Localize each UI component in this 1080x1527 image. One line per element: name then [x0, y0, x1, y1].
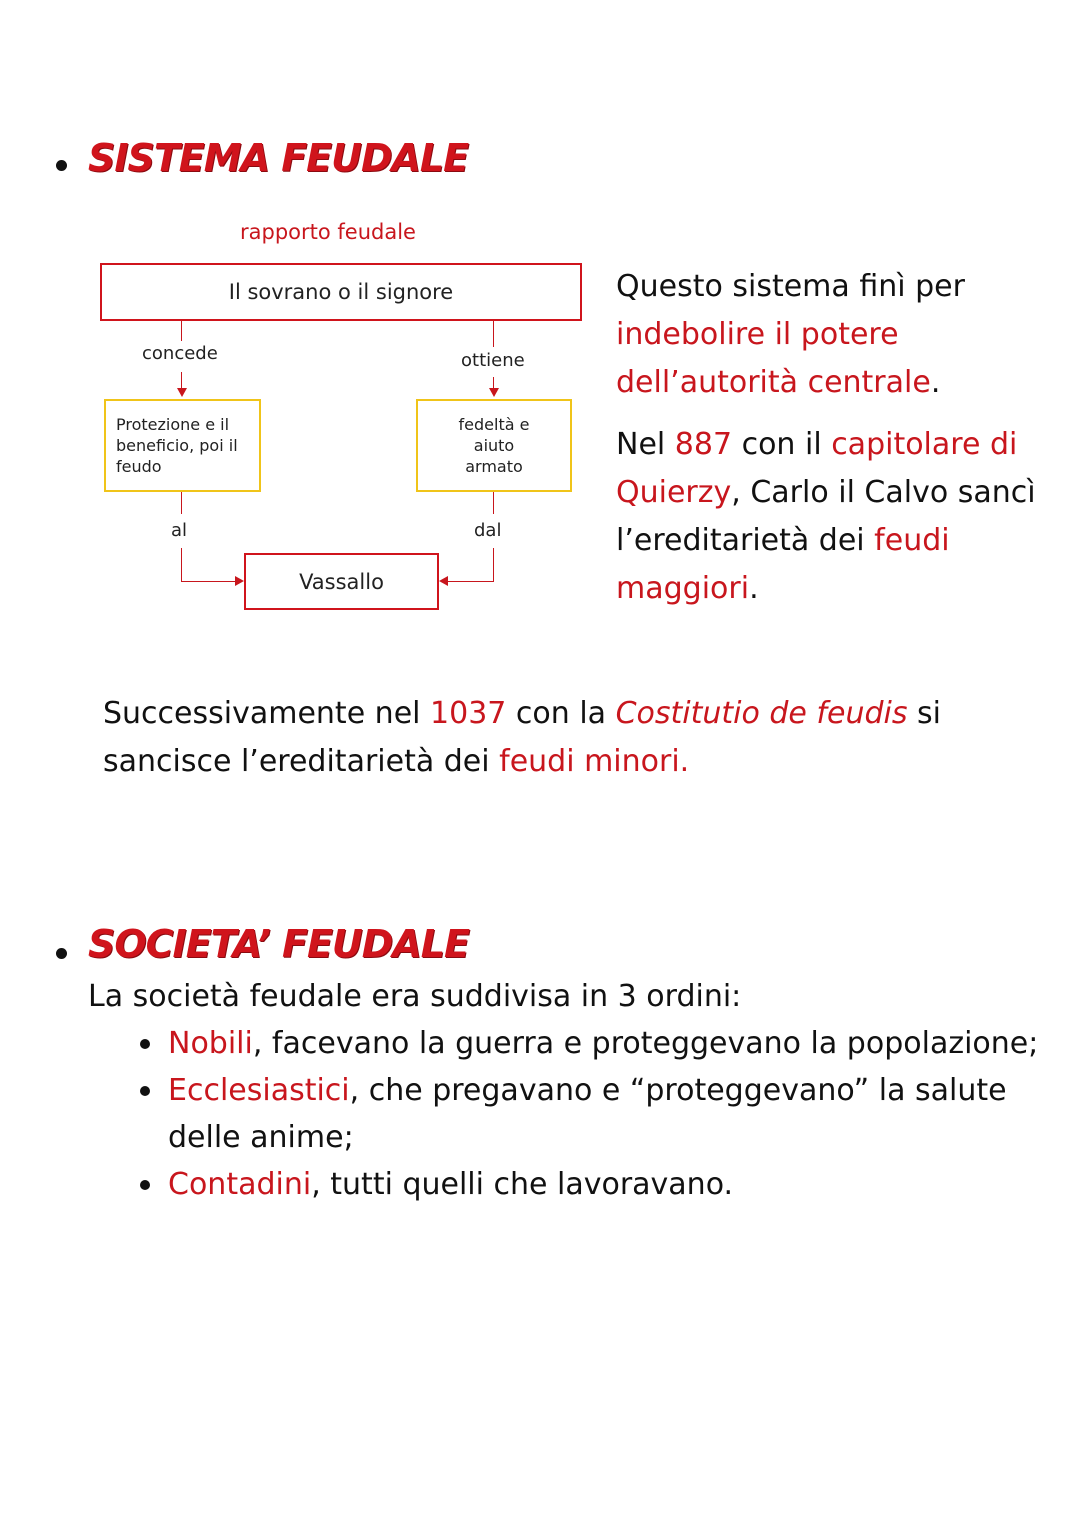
ottiene-label: ottiene: [461, 350, 525, 371]
highlight-text: capitolare di Quierzy: [616, 427, 1018, 510]
section-heading-sistema-feudale: SISTEMA FEUDALE: [88, 136, 469, 180]
benefit-box-label: Protezione e il beneficio, poi il feudo: [116, 415, 238, 476]
connector-line: [181, 581, 235, 582]
loyalty-box: [416, 399, 572, 492]
text-fragment: , Carlo il Calvo sancì l’ereditarietà dei: [616, 475, 1036, 558]
text-fragment: Nel: [616, 427, 675, 462]
connector-line: [181, 492, 182, 514]
society-intro: La società feudale era suddivisa in 3 ordini:: [88, 979, 742, 1014]
order-term: Nobili: [168, 1026, 253, 1061]
text-fragment: Questo sistema finì per: [616, 269, 965, 304]
loyalty-box-label: fedeltà e aiuto armato: [458, 415, 530, 476]
side-paragraph-2: [616, 421, 1061, 613]
connector-line: [448, 581, 494, 582]
connector-line: [493, 548, 494, 581]
text-fragment: .: [930, 365, 941, 400]
bullet-icon: [140, 1039, 150, 1049]
highlight-text: indebolire il potere dell’autorità centrale: [616, 317, 931, 400]
highlight-text: Costitutio de feudis: [615, 696, 908, 731]
highlight-text: 1037: [430, 696, 507, 731]
highlight-text: feudi minori.: [499, 744, 690, 779]
text-fragment: Successivamente nel: [103, 696, 431, 731]
text-fragment: si sancisce l’ereditarietà dei: [103, 696, 941, 779]
arrow-left-icon: [439, 576, 448, 586]
arrow-down-icon: [489, 388, 499, 397]
concede-label: concede: [142, 343, 218, 364]
text-fragment: con il: [732, 427, 832, 462]
order-description: , tutti quelli che lavoravano.: [311, 1167, 734, 1202]
bullet-icon: [140, 1086, 150, 1096]
list-item: [130, 1067, 1060, 1161]
connector-line: [181, 548, 182, 581]
dal-label: dal: [474, 520, 502, 541]
text-fragment: con la: [506, 696, 616, 731]
al-label: al: [171, 520, 188, 541]
heading-bullet: [56, 160, 67, 171]
highlight-text: feudi maggiori: [616, 523, 950, 606]
successive-paragraph: [103, 690, 1003, 786]
diagram-title: rapporto feudale: [240, 220, 416, 244]
connector-line: [181, 321, 182, 341]
order-term: Contadini: [168, 1167, 312, 1202]
arrow-right-icon: [235, 576, 244, 586]
order-description: , facevano la guerra e proteggevano la popolazione;: [252, 1026, 1039, 1061]
order-term: Ecclesiastici: [168, 1073, 350, 1108]
heading-bullet: [56, 948, 67, 959]
bullet-icon: [140, 1180, 150, 1190]
society-orders-list: [130, 1020, 1060, 1208]
list-item: [130, 1020, 1060, 1067]
benefit-box: [104, 399, 261, 492]
connector-line: [493, 492, 494, 514]
vassal-box-label: Vassallo: [299, 569, 384, 594]
section-heading-societa-feudale: SOCIETA’ FEUDALE: [88, 922, 469, 966]
highlight-text: 887: [674, 427, 733, 462]
arrow-down-icon: [177, 388, 187, 397]
sovereign-box-label: Il sovrano o il signore: [228, 280, 454, 304]
vassal-box: [244, 553, 439, 610]
sovereign-box: [100, 263, 582, 321]
order-description: , che pregavano e “proteggevano” la salute delle anime;: [168, 1073, 1007, 1155]
side-paragraph-1: [616, 263, 1056, 407]
list-item: [130, 1161, 1060, 1208]
text-fragment: .: [749, 571, 759, 606]
connector-line: [493, 321, 494, 347]
connector-line: [181, 372, 182, 388]
